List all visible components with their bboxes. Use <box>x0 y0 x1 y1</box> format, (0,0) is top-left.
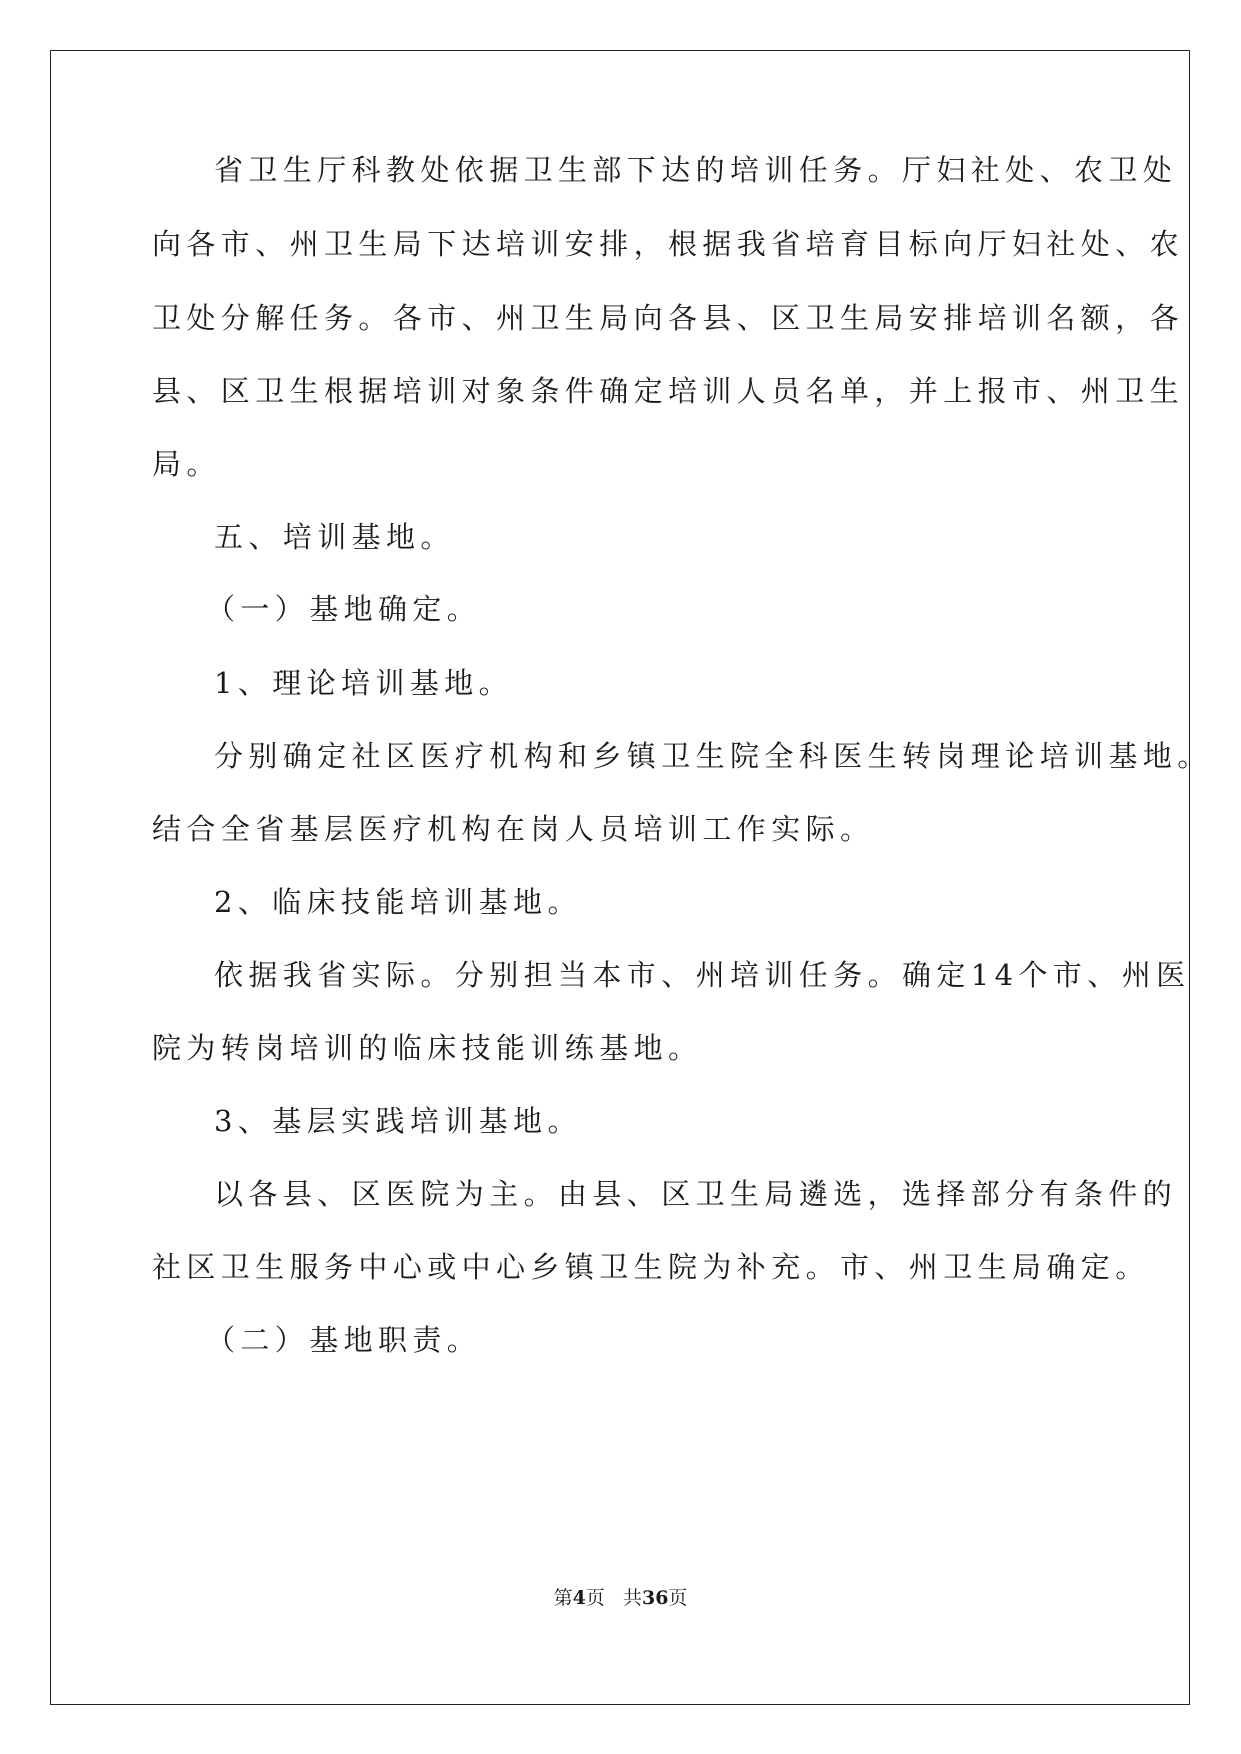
body-line-3: 卫处分解任务。各市、州卫生局向各县、区卫生局安排培训名额，各 <box>152 301 1185 335</box>
current-page-number: 4 <box>572 1587 586 1609</box>
body-line-11: 社区卫生服务中心或中心乡镇卫生院为补充。市、州卫生局确定。 <box>152 1250 1150 1284</box>
footer-total-prefix: 共 <box>622 1587 642 1609</box>
footer-total-suffix: 页 <box>668 1587 688 1609</box>
body-line-4: 县、区卫生根据培训对象条件确定培训人员名单，并上报市、州卫生 <box>152 374 1185 408</box>
body-line-1: 省卫生厅科教处依据卫生部下达的培训任务。厅妇社处、农卫处 <box>214 153 1178 187</box>
item-heading-2: 2、临床技能培训基地。 <box>214 885 582 919</box>
footer-page-suffix: 页 <box>585 1587 605 1609</box>
section-heading: 五、培训基地。 <box>214 520 455 554</box>
body-line-5: 局。 <box>152 447 221 481</box>
body-line-9: 院为转岗培训的临床技能训练基地。 <box>152 1031 703 1065</box>
item-heading-3: 3、基层实践培训基地。 <box>214 1104 582 1138</box>
body-line-6: 分别确定社区医疗机构和乡镇卫生院全科医生转岗理论培训基地。 <box>214 739 1212 773</box>
body-line-7: 结合全省基层医疗机构在岗人员培训工作实际。 <box>152 812 875 846</box>
subsection-heading-1: （一）基地确定。 <box>206 592 482 626</box>
item-heading-1: 1、理论培训基地。 <box>214 666 514 700</box>
body-line-10: 以各县、区医院为主。由县、区卫生局遴选，选择部分有条件的 <box>214 1177 1178 1211</box>
subsection-heading-2: （二）基地职责。 <box>206 1323 482 1357</box>
footer-prefix: 第 <box>553 1587 573 1609</box>
page-footer <box>0 1586 1241 1610</box>
total-page-count: 36 <box>641 1587 669 1609</box>
body-line-8: 依据我省实际。分别担当本市、州培训任务。确定14个市、州医 <box>214 958 1191 992</box>
body-line-2: 向各市、州卫生局下达培训安排，根据我省培育目标向厅妇社处、农 <box>152 227 1185 261</box>
